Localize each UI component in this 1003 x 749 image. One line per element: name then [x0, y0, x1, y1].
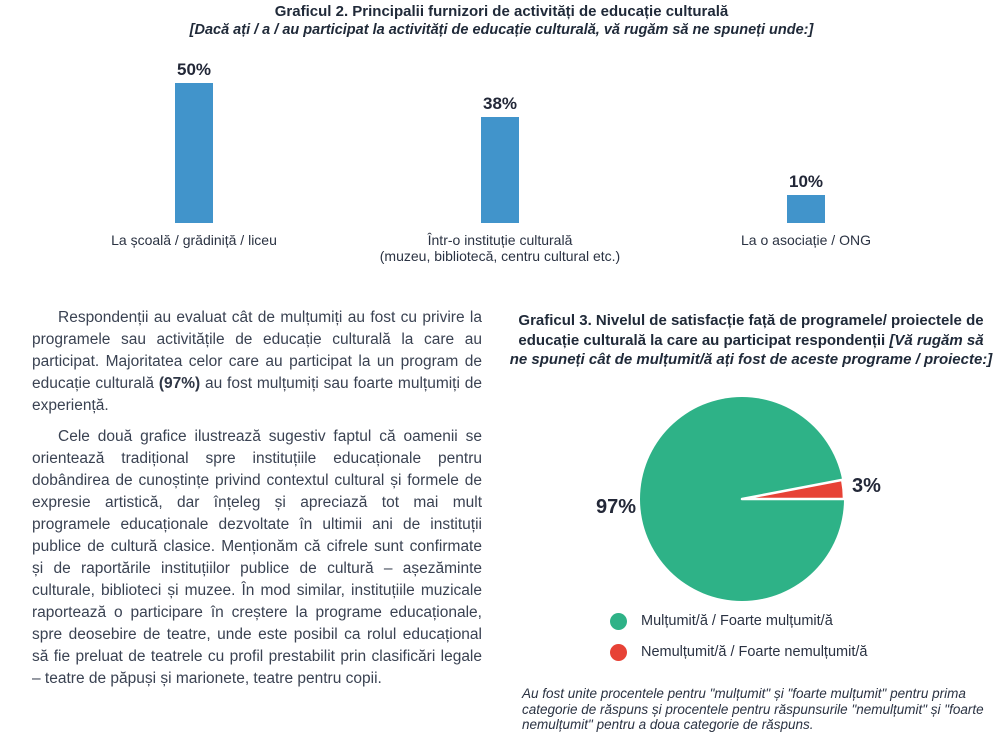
bar-value-label: 50% — [176, 60, 212, 79]
pie-chart-footnote: Au fost unite procentele pentru "mulțumit" și "foarte mulțumit" pentru prima categorie de răspuns și procentele pentru răspunsurile "nemulțumit" și "foarte nemulțumit" pentru a doua categorie de răspuns. — [522, 686, 984, 732]
bar-value-label: 10% — [788, 172, 824, 191]
bar-column-ngo — [666, 58, 946, 248]
legend-item-unsatisfied: Nemulțumit/ă / Foarte nemulțumit/ă — [610, 643, 867, 661]
body-text-column — [32, 307, 482, 699]
bar-category-label: La o asociație / ONG — [741, 232, 871, 248]
legend-item-satisfied: Mulțumit/ă / Foarte mulțumit/ă — [610, 612, 867, 630]
pie-chart-subtitle: [Vă rugăm să ne spuneți cât de mulțumit/ă ați fost de aceste programe / proiecte:] — [509, 331, 993, 368]
inline-bold-percentage: (97%) — [158, 375, 201, 392]
pie-slice-label-97: 97% — [596, 496, 637, 518]
bar-column-cultural-institution — [340, 58, 660, 264]
paragraph-1: Respondenții au evaluat cât de mulțumiți au fost cu privire la programele sau activitățile de educație culturală la care au participat. Majoritatea celor care au participat la un program de educație culturală (97%) au fost mulțumiți sau foarte mulțumiți de experiență. — [32, 309, 482, 414]
pie-chart — [637, 394, 847, 604]
legend-dot-red-icon — [610, 644, 627, 661]
bar-column-school — [54, 58, 334, 248]
bar-category-label: La școală / grădiniță / liceu — [111, 232, 277, 248]
bar-ngo — [787, 195, 825, 223]
legend-dot-green-icon — [610, 613, 627, 630]
paragraph-2: Cele două grafice ilustrează sugestiv faptul că oamenii se orientează tradițional spre instituțiile educaționale pentru dobândirea de cunoștințe privind contextul cultural și formele de expresie artistică, dar înțeleg și apreciază tot mai mult programele educaționale dezvoltate în ultimii ani de instituții publice de cultură clasice. Menționăm că cifrele sunt confirmate și de raportările instituțiilor publice de cultură – așezăminte culturale, biblioteci și muzee. În mod similar, instituțiile muzicale raportează o participare în creștere la programe educaționale, spre deosebire de teatre, unde este posibil ca rolul educațional să fie preluat de teatrele cu profil prestabilit prin clasificări legale – teatre de păpuși și marionete, teatre pentru copii. — [32, 428, 482, 687]
bar-school — [175, 83, 213, 223]
bar-chart-subtitle: [Dacă ați / a / au participat la activități de educație culturală, vă rugăm să ne spuneți unde:] — [189, 22, 814, 38]
pie-chart-title: Graficul 3. Nivelul de satisfacție față de programele/ proiectele de educație culturală la care au participat respondenții [Vă rugăm să ne spuneți cât de mulțumit/ă ați fost de aceste programe / proiecte:] — [509, 312, 993, 368]
pie-slice-label-3: 3% — [852, 475, 881, 497]
bar-chart-title: Graficul 2. Principalii furnizori de activități de educație culturală — [274, 3, 729, 20]
bar-value-label: 38% — [482, 93, 518, 113]
bar-cultural-institution — [481, 117, 519, 223]
pie-legend — [610, 612, 867, 674]
bar-category-label: Într-o instituție culturală (muzeu, bibliotecă, centru cultural etc.) — [379, 232, 621, 264]
